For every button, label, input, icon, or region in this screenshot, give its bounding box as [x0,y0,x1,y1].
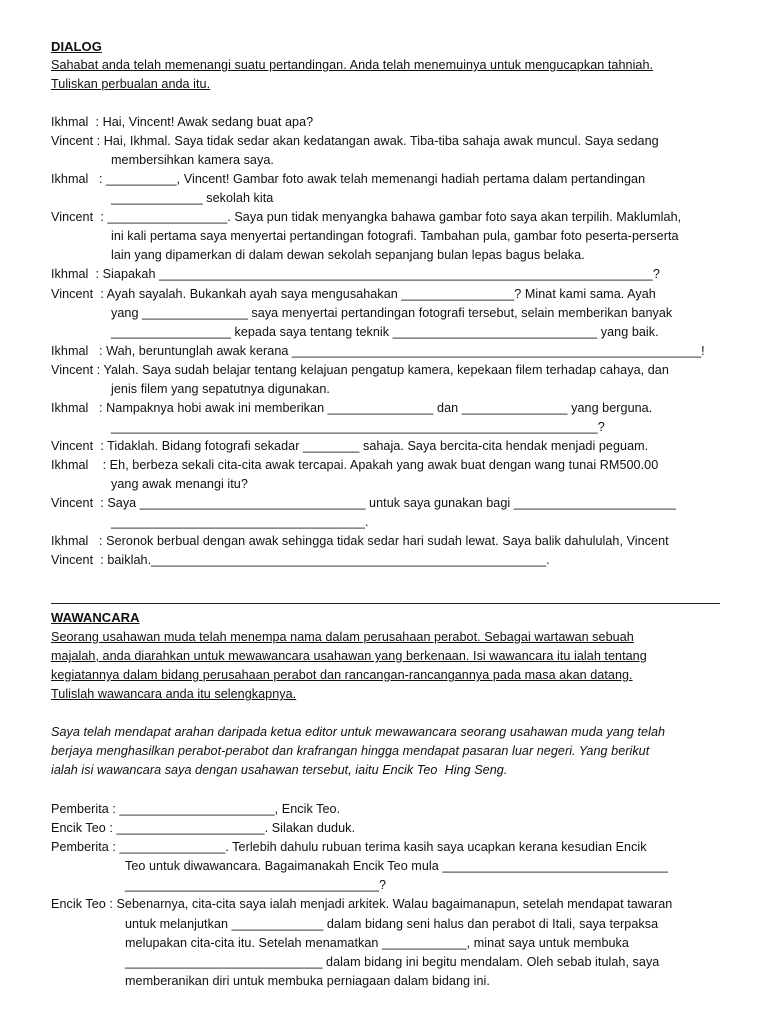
dialog-line: Ikhmal : Hai, Vincent! Awak sedang buat apa? [51,115,314,129]
dialog-line: _____________ sekolah kita [111,191,274,205]
wawancara-line: Encik Teo : Sebenarnya, cita-cita saya ialah menjadi arkitek. Walau bagaimanapun, setelah mendapat tawaran [51,897,673,911]
dialog-line: Ikhmal : Siapakah ______________________________________________________________________? [51,267,660,281]
section-divider [51,603,720,604]
wawancara-instruction: majalah, anda diarahkan untuk mewawancara usahawan yang berkenaan. Isi wawancara itu ialah tentang [51,649,647,663]
dialog-line: jenis filem yang sepatutnya digunakan. [111,382,330,396]
dialog-line: Vincent : Tidaklah. Bidang fotografi sekadar ________ sahaja. Saya bercita-cita hendak menjadi peguam. [51,439,649,453]
dialog-line: Vincent : Yalah. Saya sudah belajar tentang kelajuan pengatup kamera, kepekaan filem terhadap cahaya, dan [51,363,669,377]
wawancara-line: memberanikan diri untuk membuka perniagaan dalam bidang ini. [125,974,490,988]
dialog-line: _________________ kepada saya tentang teknik _____________________________ yang baik. [111,325,659,339]
dialog-instruction-1: Sahabat anda telah memenangi suatu pertandingan. Anda telah menemuinya untuk mengucapkan tahniah. [51,58,654,72]
dialog-line: Ikhmal : Wah, beruntunglah awak kerana __________________________________________________________! [51,344,705,358]
dialog-line: Vincent : _________________. Saya pun tidak menyangka bahawa gambar foto saya akan terpilih. Maklumlah, [51,210,682,224]
dialog-line: Vincent : Hai, Ikhmal. Saya tidak sedar akan kedatangan awak. Tiba-tiba sahaja awak muncul. Saya sedang [51,134,659,148]
wawancara-line: untuk melanjutkan _____________ dalam bidang seni halus dan perabot di Itali, saya terpaksa [125,917,659,931]
wawancara-line: Pemberita : ______________________, Encik Teo. [51,802,341,816]
wawancara-line: ____________________________________? [125,878,386,892]
dialog-line: _____________________________________________________________________? [111,420,605,434]
wawancara-line: melupakan cita-cita itu. Setelah menamatkan ____________, minat saya untuk membuka [125,936,629,950]
dialog-line: lain yang dipamerkan di dalam dewan sekolah sepanjang bulan lepas bagus belaka. [111,248,585,262]
dialog-line: ini kali pertama saya menyertai pertandingan fotografi. Tambahan pula, gambar foto peserta-perserta [111,229,679,243]
dialog-line: yang _______________ saya menyertai pertandingan fotografi tersebut, selain memberikan banyak [111,306,673,320]
wawancara-instruction: kegiatannya dalam bidang perusahaan perabot dan rancangan-rancangannya pada masa akan datang. [51,668,633,682]
wawancara-intro: berjaya menghasilkan perabot-perabot dan krafrangan hingga mendapat pasaran luar negeri. Yang berikut [51,744,650,758]
dialog-line: Ikhmal : Seronok berbual dengan awak sehingga tidak sedar hari sudah lewat. Saya balik dahululah, Vincent [51,534,669,548]
wawancara-heading: WAWANCARA [51,610,140,625]
dialog-line: Vincent : Saya ________________________________ untuk saya gunakan bagi _______________________ [51,496,677,510]
wawancara-instruction: Seorang usahawan muda telah menempa nama dalam perusahaan perabot. Sebagai wartawan sebuah [51,630,634,644]
wawancara-intro: ialah isi wawancara saya dengan usahawan tersebut, iaitu Encik Teo Hing Seng. [51,763,508,777]
wawancara-intro: Saya telah mendapat arahan daripada ketua editor untuk mewawancara seorang usahawan muda yang telah [51,725,666,739]
dialog-line: Vincent : Ayah sayalah. Bukankah ayah saya mengusahakan ________________? Minat kami sama. Ayah [51,287,656,301]
wawancara-instruction: Tulislah wawancara anda itu selengkapnya. [51,687,297,701]
dialog-line: Vincent : baiklah.________________________________________________________. [51,553,550,567]
wawancara-line: Teo untuk diwawancara. Bagaimanakah Encik Teo mula ________________________________ [125,859,669,873]
dialog-heading: DIALOG [51,39,102,54]
dialog-line: ____________________________________. [111,515,369,529]
dialog-line: yang awak menangi itu? [111,477,248,491]
wawancara-line: Pemberita : _______________. Terlebih dahulu rubuan terima kasih saya ucapkan kerana kesudian Encik [51,840,647,854]
wawancara-line: ____________________________ dalam bidang ini begitu mendalam. Oleh sebab itulah, saya [125,955,660,969]
wawancara-line: Encik Teo : _____________________. Silakan duduk. [51,821,356,835]
dialog-line: Ikhmal : __________, Vincent! Gambar foto awak telah memenangi hadiah pertama dalam pertandingan [51,172,646,186]
dialog-line: Ikhmal : Eh, berbeza sekali cita-cita awak tercapai. Apakah yang awak buat dengan wang tunai RM500.00 [51,458,659,472]
dialog-line: membersihkan kamera saya. [111,153,274,167]
dialog-line: Ikhmal : Nampaknya hobi awak ini memberikan _______________ dan _______________ yang berguna. [51,401,653,415]
dialog-instruction-2: Tuliskan perbualan anda itu. [51,77,211,91]
